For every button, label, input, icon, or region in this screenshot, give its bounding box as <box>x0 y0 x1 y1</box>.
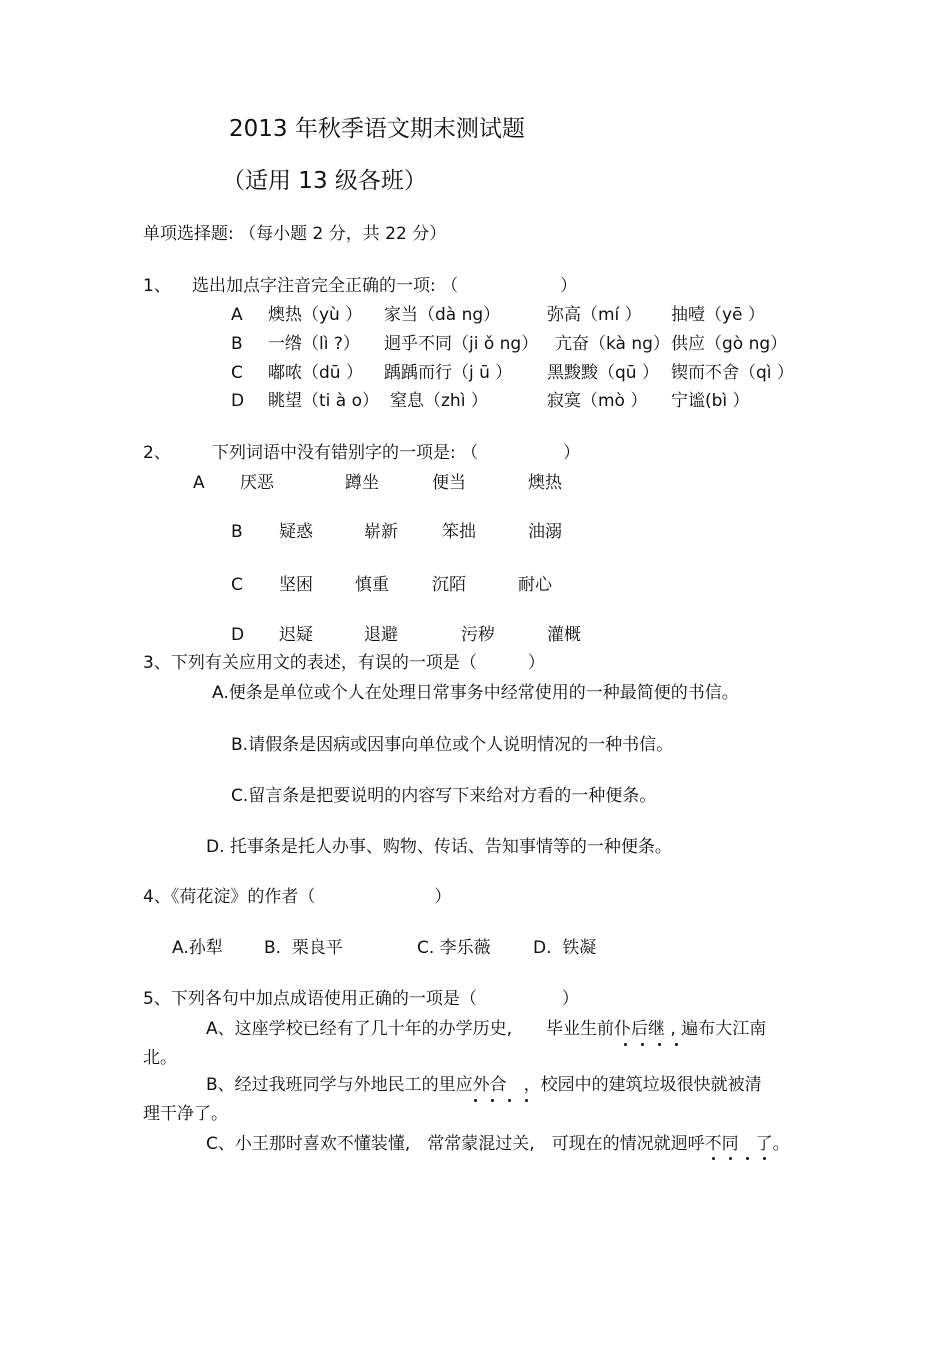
q2-option-letter: D <box>231 625 245 645</box>
q5-option-c: C、小王那时喜欢不懂装懂, 常常蒙混过关, 可现在的情况就迥呼不同 了。 <box>206 1134 790 1154</box>
q2-option-letter: A <box>193 473 205 493</box>
q1-option-letter: C <box>231 363 243 383</box>
q2-b-word: 油溺 <box>528 522 562 542</box>
q2-a-word: 厌恶 <box>240 473 274 493</box>
emphasis-dot <box>624 1043 627 1046</box>
q4-option: B. 栗良平 <box>264 938 343 958</box>
q5-option-a-cont: 北。 <box>143 1048 177 1068</box>
q2-c-word: 慎重 <box>355 575 389 595</box>
q1-b-item: 一绺（lì ?） <box>268 334 360 354</box>
q1-b-item: 供应（gò ng） <box>671 334 788 354</box>
q4-option: C. 李乐薇 <box>417 938 491 958</box>
q4-option: D. 铁凝 <box>533 938 597 958</box>
section-heading: 单项选择题: （每小题 2 分，共 22 分） <box>143 224 447 244</box>
q1-c-item: 踽踽而行（j ū ） <box>384 363 513 383</box>
q2-d-word: 迟疑 <box>279 625 313 645</box>
emphasis-dot <box>746 1157 749 1160</box>
q2-number: 2、 <box>143 443 171 463</box>
emphasis-dot <box>729 1157 732 1160</box>
emphasis-dot <box>525 1099 528 1102</box>
q2-c-word: 坚困 <box>279 575 313 595</box>
q5-stem: 5、下列各句中加点成语使用正确的一项是（ ） <box>143 989 579 1009</box>
q5-option-b: B、经过我班同学与外地民工的里应外合 ，校园中的建筑垃圾很快就被清 <box>206 1075 762 1095</box>
q5-option-a: A、这座学校已经有了几十年的办学历史, 毕业生前仆后继 , 遍布大江南 <box>206 1019 767 1039</box>
q1-option-letter: B <box>231 334 243 354</box>
q2-a-word: 便当 <box>432 473 466 493</box>
q4-option: A.孙犁 <box>172 938 223 958</box>
q1-d-item: 宁谧(bì ） <box>671 391 750 411</box>
page-title: 2013 年秋季语文期末测试题 <box>229 116 525 142</box>
emphasis-dot <box>675 1043 678 1046</box>
q1-c-item: 黑黢黢（qū ） <box>547 363 659 383</box>
q1-option-letter: A <box>231 305 243 325</box>
emphasis-dot <box>658 1043 661 1046</box>
q2-d-word: 退避 <box>364 625 398 645</box>
q2-option-letter: C <box>231 575 243 595</box>
emphasis-dot <box>641 1043 644 1046</box>
q1-d-item: 窒息（zhì ） <box>390 391 488 411</box>
q3-stem: 3、下列有关应用文的表述，有误的一项是（ ） <box>143 653 545 673</box>
q2-a-word: 蹲坐 <box>345 473 379 493</box>
q2-option-letter: B <box>231 522 243 542</box>
q3-option: D. 托事条是托人办事、购物、传话、告知事情等的一种便条。 <box>206 837 672 857</box>
q2-a-word: 燠热 <box>528 473 562 493</box>
emphasis-dot <box>712 1157 715 1160</box>
q3-option: A.便条是单位或个人在处理日常事务中经常使用的一种最简便的书信。 <box>212 683 739 703</box>
q5-option-b-cont: 理干净了。 <box>143 1104 228 1124</box>
q2-b-word: 疑惑 <box>279 522 313 542</box>
q2-stem: 下列词语中没有错别字的一项是: （ ） <box>212 443 581 463</box>
q1-d-item: 眺望（ti à o） <box>268 391 380 411</box>
q2-c-word: 耐心 <box>518 575 552 595</box>
q1-b-item: 迥乎不同（ji ǒ ng） <box>384 334 539 354</box>
q3-option: C.留言条是把要说明的内容写下来给对方看的一种便条。 <box>231 786 657 806</box>
q2-b-word: 笨拙 <box>442 522 476 542</box>
q1-c-item: 嘟哝（dū ） <box>268 363 363 383</box>
q3-option: B.请假条是因病或因事向单位或个人说明情况的一种书信。 <box>231 735 674 755</box>
page-subtitle: （适用 13 级各班） <box>222 168 427 194</box>
q1-a-item: 家当（dà ng） <box>384 305 501 325</box>
q1-option-letter: D <box>231 391 245 411</box>
q1-c-item: 锲而不舍（qì ） <box>671 363 794 383</box>
emphasis-dot <box>763 1157 766 1160</box>
q1-a-item: 弥高（mí ） <box>547 305 642 325</box>
q1-d-item: 寂寞（mò ） <box>547 391 648 411</box>
q1-b-item: 亢奋（kà ng） <box>555 334 670 354</box>
q2-d-word: 污秽 <box>461 625 495 645</box>
q1-a-item: 燠热（yù ） <box>268 305 363 325</box>
q1-a-item: 抽噎（yē ） <box>671 305 765 325</box>
q2-b-word: 崭新 <box>364 522 398 542</box>
emphasis-dot <box>474 1099 477 1102</box>
emphasis-dot <box>508 1099 511 1102</box>
q2-c-word: 沉陌 <box>432 575 466 595</box>
q1-number: 1、 <box>143 276 171 296</box>
q2-d-word: 灌概 <box>547 625 581 645</box>
emphasis-dot <box>491 1099 494 1102</box>
q1-stem: 选出加点字注音完全正确的一项: （ ） <box>192 276 578 296</box>
q4-stem: 4、《荷花淀》的作者（ ） <box>143 887 452 907</box>
